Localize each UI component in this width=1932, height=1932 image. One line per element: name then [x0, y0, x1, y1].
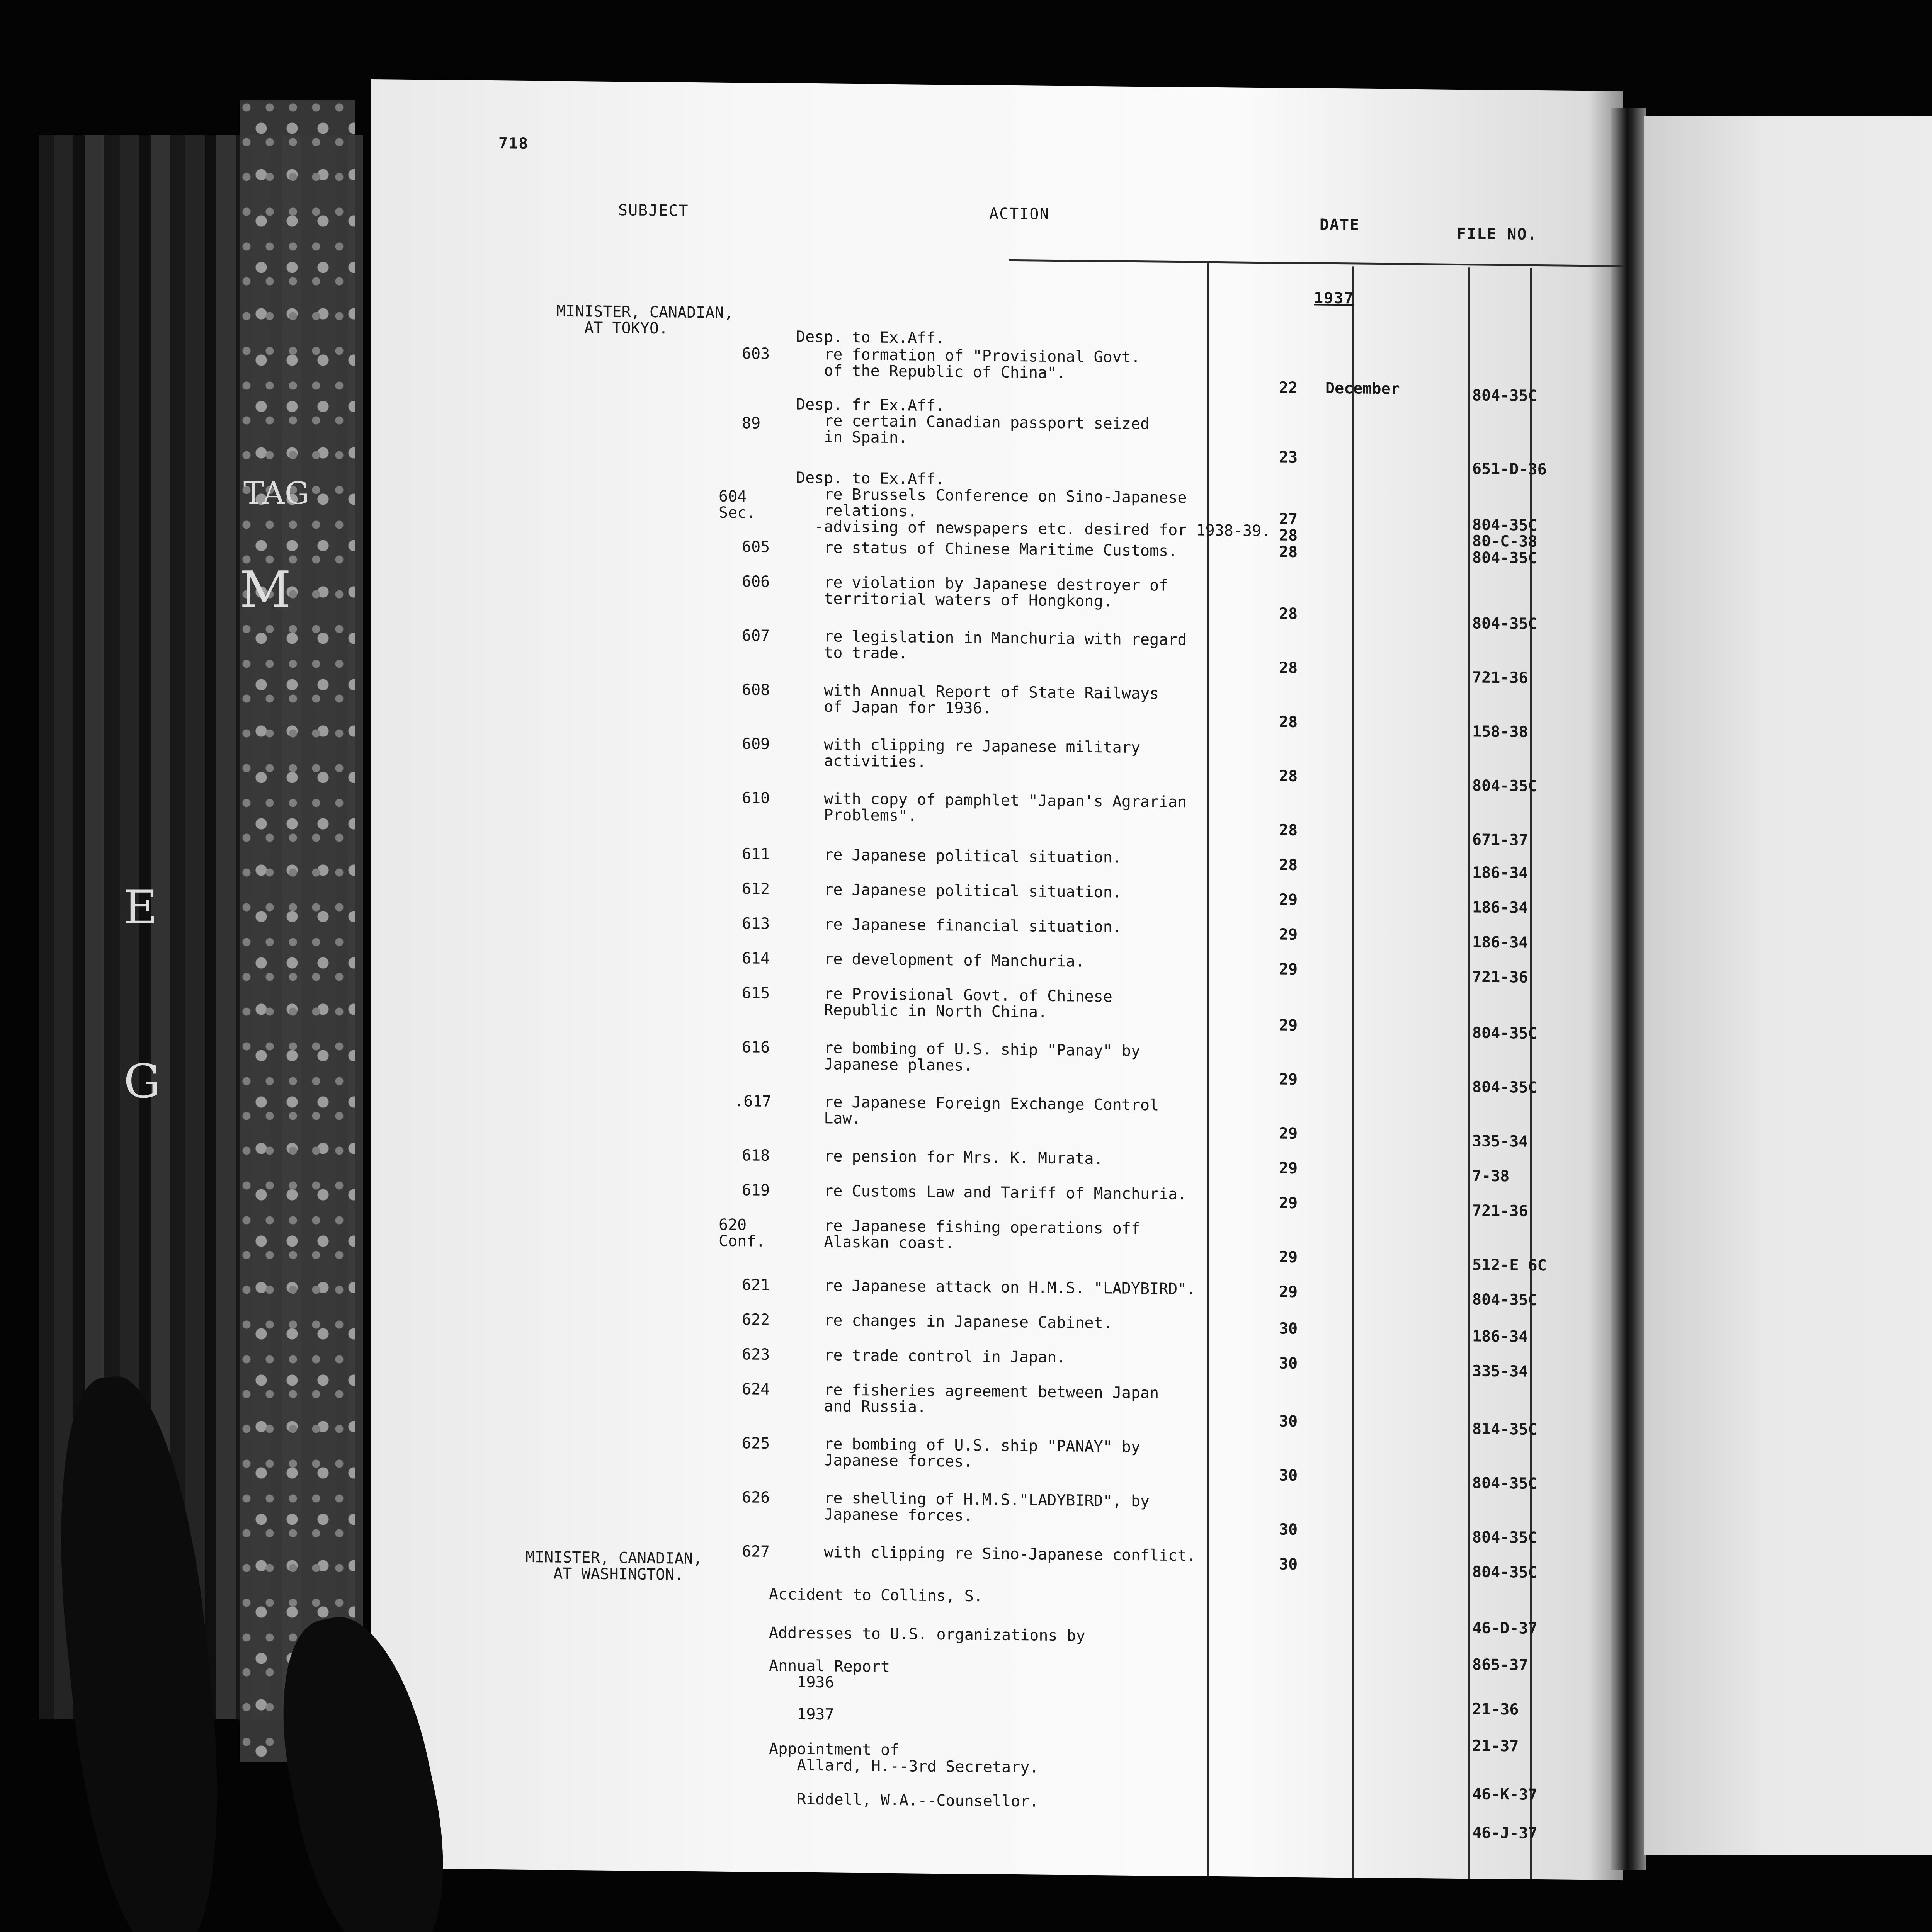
- page-number: 718: [498, 134, 529, 153]
- doc-number: 619: [742, 1181, 770, 1199]
- action-cell: Appointment of Allard, H.--3rd Secretary.: [769, 1740, 1039, 1777]
- ledger-page: [371, 79, 1623, 1880]
- header-action: ACTION: [989, 205, 1050, 223]
- file-cell: 804-35C: [1472, 549, 1537, 567]
- date-cell: 29: [1279, 1016, 1298, 1035]
- subject-cell: MINISTER, CANADIAN, AT TOKYO.: [556, 302, 733, 338]
- doc-number: 612: [742, 880, 770, 898]
- action-cell: re Japanese fishing operations off Alaskan coast.: [824, 1217, 1141, 1252]
- date-cell: 23: [1279, 448, 1298, 467]
- header-file-no: FILE NO.: [1457, 224, 1537, 243]
- action-cell: re fisheries agreement between Japan and Russia.: [824, 1381, 1159, 1416]
- doc-number: 627: [742, 1543, 770, 1561]
- doc-number: 604 Sec.: [719, 487, 756, 522]
- doc-number: 615: [742, 984, 770, 1002]
- file-cell: 721-36: [1472, 968, 1528, 986]
- right-page-blank: [1644, 116, 1932, 1855]
- date-cell: 30: [1279, 1555, 1298, 1574]
- doc-number: 620 Conf.: [719, 1216, 765, 1250]
- doc-number: 603: [742, 345, 770, 363]
- date-cell: 27 28: [1279, 510, 1298, 545]
- file-cell: 804-35C 80-C-38: [1472, 516, 1537, 551]
- date-cell: 29: [1279, 960, 1298, 979]
- date-cell: 29: [1279, 1124, 1298, 1143]
- spine-label: E: [124, 881, 158, 935]
- action-cell: re status of Chinese Maritime Customs.: [796, 538, 1178, 560]
- doc-number: 623: [742, 1345, 770, 1364]
- action-cell: re bombing of U.S. ship "Panay" by Japanese planes.: [824, 1039, 1141, 1075]
- date-cell: 29: [1279, 1194, 1298, 1213]
- doc-number: 626: [742, 1488, 770, 1507]
- file-cell: 804-35C: [1472, 614, 1537, 633]
- subject-cell: MINISTER, CANADIAN, AT WASHINGTON.: [526, 1548, 702, 1584]
- column-rule: [1468, 267, 1470, 1879]
- file-cell: 804-35C: [1472, 777, 1537, 795]
- file-cell: 804-35C: [1472, 1563, 1537, 1582]
- date-cell: 28: [1279, 605, 1298, 623]
- file-cell: 804-35C: [1472, 1291, 1537, 1309]
- spine-label: TAG: [243, 475, 310, 511]
- file-cell: 671-37: [1472, 831, 1528, 849]
- action-cell: re Japanese financial situation.: [796, 915, 1122, 936]
- action-cell: re development of Manchuria.: [796, 950, 1085, 971]
- doc-number: 609: [742, 735, 770, 753]
- action-cell: re pension for Mrs. K. Murata.: [796, 1147, 1103, 1168]
- file-cell: 46-D-37: [1472, 1619, 1537, 1638]
- date-cell: 30: [1279, 1412, 1298, 1431]
- file-cell: 186-34: [1472, 898, 1528, 917]
- file-cell: 186-34: [1472, 864, 1528, 882]
- date-cell: 28: [1279, 821, 1298, 840]
- date-cell: 30: [1279, 1354, 1298, 1373]
- file-cell: 158-38: [1472, 723, 1528, 741]
- spine-label: G: [124, 1055, 161, 1109]
- file-cell: 512-E 6C: [1472, 1256, 1547, 1275]
- action-cell: re bombing of U.S. ship "PANAY" by Japanese forces.: [824, 1435, 1141, 1471]
- header-rule: [1009, 259, 1623, 267]
- date-cell: 29: [1279, 1283, 1298, 1301]
- column-rule: [1530, 268, 1532, 1879]
- date-cell: 28: [1279, 659, 1298, 677]
- doc-number: 616: [742, 1038, 770, 1056]
- file-cell: 186-34: [1472, 933, 1528, 952]
- date-cell: 29: [1279, 891, 1298, 909]
- spine-texture: [240, 100, 355, 1762]
- header-subject: SUBJECT: [618, 201, 689, 220]
- doc-number: 605: [742, 538, 770, 556]
- action-cell: re changes in Japanese Cabinet.: [796, 1311, 1112, 1332]
- date-cell: 28: [1279, 767, 1298, 786]
- file-cell: 651-D-36: [1472, 460, 1547, 479]
- action-cell: Desp. to Ex.Aff.: [796, 328, 945, 347]
- action-cell: Riddell, W.A.--Counsellor.: [769, 1790, 1039, 1811]
- file-cell: 21-37: [1472, 1737, 1519, 1755]
- doc-number: 618: [742, 1146, 770, 1165]
- file-cell: 804-35C: [1472, 1528, 1537, 1547]
- date-cell: 29: [1279, 925, 1298, 944]
- doc-number: 621: [742, 1276, 770, 1294]
- column-rule: [1352, 266, 1354, 1878]
- action-cell: re Customs Law and Tariff of Manchuria.: [796, 1182, 1187, 1204]
- action-cell: re Provisional Govt. of Chinese Republic in North China.: [824, 985, 1112, 1021]
- date-cell: 29: [1279, 1248, 1298, 1267]
- action-cell: with clipping re Japanese military activities.: [824, 736, 1141, 771]
- action-cell: re shelling of H.M.S."LADYBIRD", by Japanese forces.: [824, 1489, 1150, 1525]
- date-cell: 28: [1279, 856, 1298, 874]
- file-cell: 804-35C: [1472, 1024, 1537, 1043]
- action-cell: re Japanese attack on H.M.S. "LADYBIRD".: [796, 1276, 1196, 1298]
- doc-number: 624: [742, 1380, 770, 1398]
- doc-number: 607: [742, 627, 770, 645]
- file-cell: 46-J-37: [1472, 1824, 1537, 1842]
- doc-number: .617: [734, 1092, 772, 1111]
- file-cell: 804-35C: [1472, 386, 1537, 405]
- date-month: December: [1325, 379, 1400, 398]
- date-cell: 28: [1279, 713, 1298, 731]
- action-cell: re legislation in Manchuria with regard to trade.: [824, 628, 1187, 663]
- doc-number: 611: [742, 845, 770, 863]
- date-cell: 28: [1279, 543, 1298, 561]
- action-cell: re Japanese political situation.: [796, 845, 1122, 867]
- date-cell: 30: [1279, 1466, 1298, 1485]
- file-cell: 21-36: [1472, 1700, 1519, 1719]
- doc-number: 606: [742, 573, 770, 591]
- file-cell: 721-36: [1472, 1202, 1528, 1220]
- file-cell: 7-38: [1472, 1167, 1510, 1185]
- action-cell: Desp. fr Ex.Aff. re certain Canadian passport seized in Spain.: [796, 395, 1150, 447]
- action-cell: re Japanese Foreign Exchange Control Law.: [824, 1093, 1159, 1128]
- date-cell: 30: [1279, 1320, 1298, 1338]
- file-cell: 721-36: [1472, 668, 1528, 687]
- date-cell: 22: [1279, 379, 1298, 397]
- file-cell: 186-34: [1472, 1327, 1528, 1346]
- action-cell: Desp. to Ex.Aff. re Brussels Conference on Sino-Japanese relations. -advising of newspapers etc. desired for 1938-39.: [796, 469, 1271, 540]
- action-cell: re violation by Japanese destroyer of territorial waters of Hongkong.: [824, 573, 1168, 611]
- doc-number: 622: [742, 1311, 770, 1329]
- year-heading: 1937: [1314, 289, 1354, 308]
- file-cell: 804-35C: [1472, 1078, 1537, 1097]
- action-cell: re Japanese political situation.: [796, 880, 1122, 901]
- action-cell: Accident to Collins, S.: [769, 1585, 983, 1605]
- date-cell: 30: [1279, 1520, 1298, 1539]
- doc-number: 614: [742, 949, 770, 968]
- file-cell: 335-34: [1472, 1132, 1528, 1151]
- doc-number: 89: [742, 414, 761, 432]
- file-cell: 335-34: [1472, 1362, 1528, 1381]
- date-cell: 29: [1279, 1070, 1298, 1089]
- action-cell: with copy of pamphlet "Japan's Agrarian Problems".: [824, 790, 1187, 825]
- file-cell: 804-35C: [1472, 1474, 1537, 1493]
- action-cell: with clipping re Sino-Japanese conflict.: [796, 1543, 1196, 1565]
- doc-number: 610: [742, 789, 770, 807]
- doc-number: 608: [742, 681, 770, 699]
- action-cell: re trade control in Japan.: [796, 1346, 1066, 1367]
- action-cell: re formation of "Provisional Govt. of the Republic of China".: [824, 345, 1141, 382]
- date-cell: 29: [1279, 1159, 1298, 1178]
- action-cell: 1937: [769, 1705, 834, 1724]
- header-date: DATE: [1320, 216, 1360, 234]
- file-cell: 814-35C: [1472, 1420, 1537, 1439]
- spine-label: M: [240, 560, 291, 619]
- doc-number: 625: [742, 1434, 770, 1452]
- file-cell: 865-37: [1472, 1656, 1528, 1674]
- action-cell: Annual Report 1936: [769, 1656, 890, 1692]
- action-cell: with Annual Report of State Railways of Japan for 1936.: [824, 682, 1159, 718]
- file-cell: 46-K-37: [1472, 1785, 1537, 1804]
- doc-number: 613: [742, 915, 770, 933]
- action-cell: Addresses to U.S. organizations by: [769, 1624, 1085, 1645]
